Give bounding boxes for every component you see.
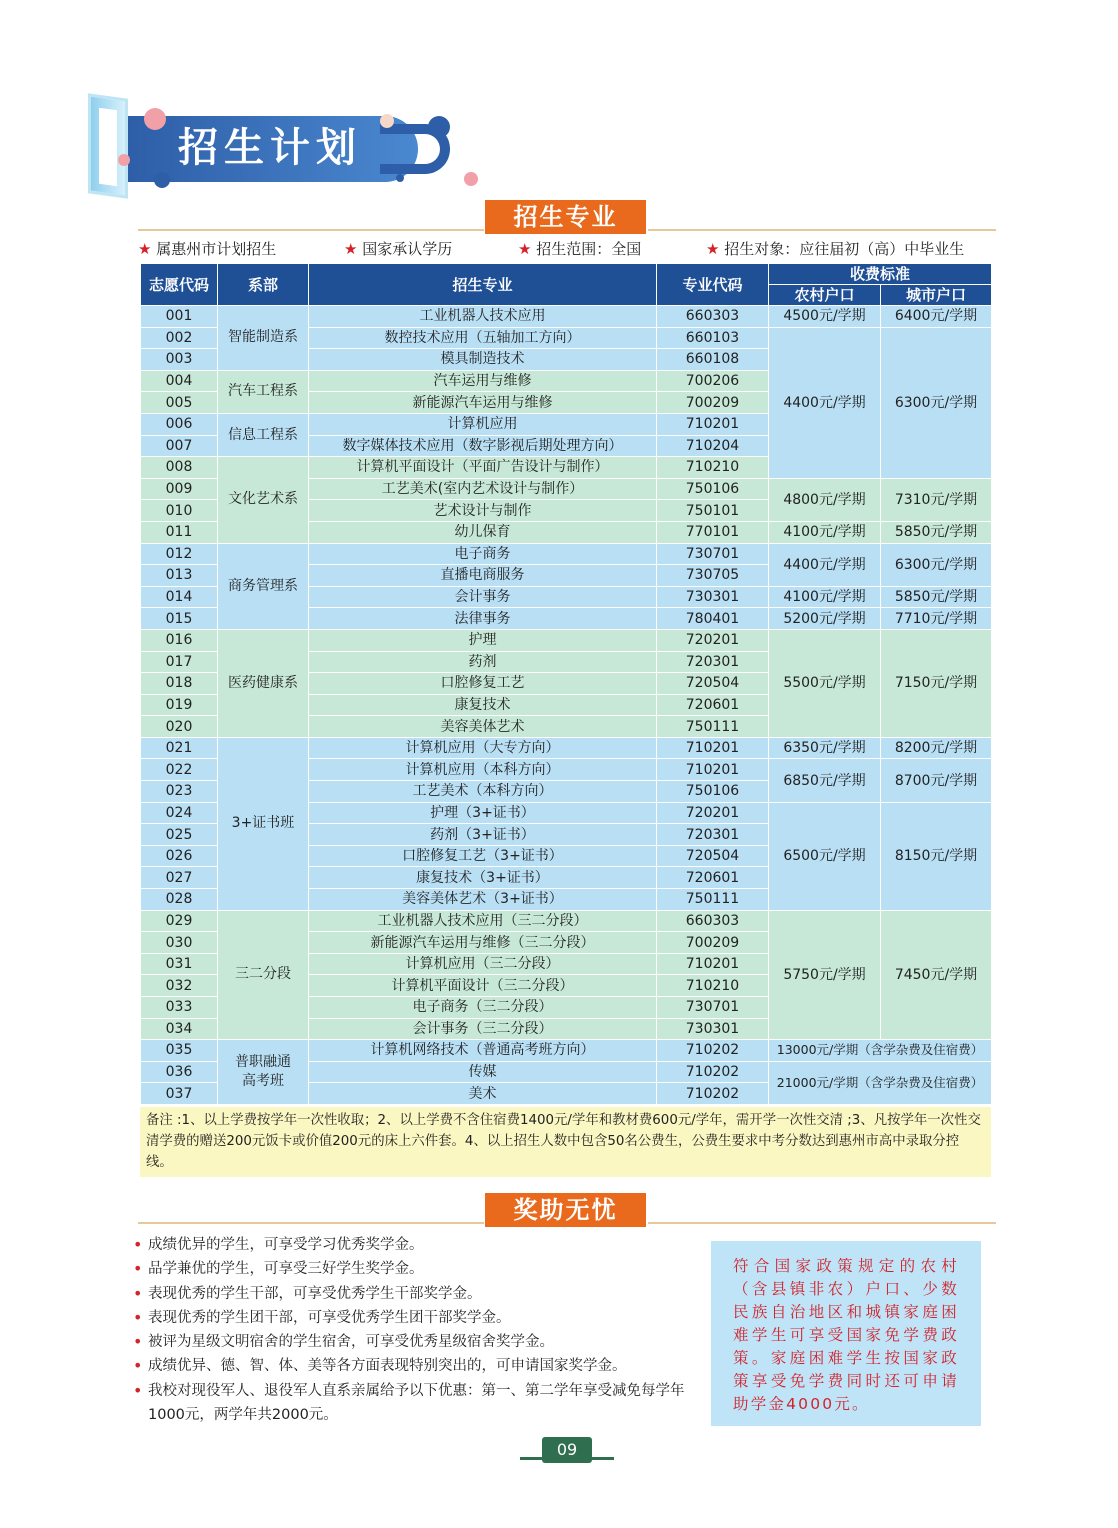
major-name-cell: 模具制造技术 [309,349,657,371]
fee-rural-cell: 5200元/学期 [769,608,881,630]
major-name-cell: 工业机器人技术应用 [309,306,657,328]
table-row [141,910,992,932]
major-code-cell: 710210 [657,975,769,997]
list-item: • 表现优秀的学生团干部，可享受优秀学生团干部奖学金。 [133,1306,693,1330]
section-divider [648,229,996,231]
major-code-cell: 710201 [657,759,769,781]
major-name-cell: 工艺美术(室内艺术设计与制作） [309,478,657,500]
major-code-cell: 730705 [657,565,769,587]
section-divider [138,1222,484,1224]
table-row [141,737,992,759]
fee-urban-cell: 8700元/学期 [881,759,992,802]
choice-code-cell: 035 [141,1040,218,1062]
major-name-cell: 传媒 [309,1061,657,1083]
major-code-cell: 730301 [657,1018,769,1040]
section-title-aid: 奖助无忧 [485,1193,646,1227]
major-name-cell: 法律事务 [309,608,657,630]
major-code-cell: 720201 [657,629,769,651]
major-name-cell: 计算机网络技术（普通高考班方向） [309,1040,657,1062]
fee-urban-cell: 7150元/学期 [881,629,992,737]
dept-cell: 普职融通 高考班 [218,1040,309,1105]
header-dept: 系部 [218,264,309,306]
header-fee: 收费标准 [769,264,992,285]
highlight-item: ★ 招生范围：全国 [518,240,642,258]
choice-code-cell: 001 [141,306,218,328]
major-name-cell: 康复技术（3+证书） [309,867,657,889]
major-name-cell: 工业机器人技术应用（三二分段） [309,910,657,932]
table-note: 备注 :1、以上学费按学年一次性收取；2、以上学费不含住宿费1400元/学年和教材费600元/学年，需开学一次性交清 ;3、凡按学年一次性交清学费的赠送200元饭卡或价值200元的床上六件套。4、以上招生人数中包含50名公费生，公费生要求中考分数达到惠州市高中录取分控线。 [140,1107,991,1177]
fee-urban-cell: 8150元/学期 [881,802,992,910]
major-code-cell: 700209 [657,932,769,954]
header-urban: 城市户口 [881,285,992,306]
section-divider [648,1222,996,1224]
header-major: 招生专业 [309,264,657,306]
major-code-cell: 710204 [657,435,769,457]
deco-dot [464,172,478,186]
dept-cell: 汽车工程系 [218,370,309,413]
choice-code-cell: 036 [141,1061,218,1083]
major-code-cell: 660108 [657,349,769,371]
major-code-cell: 720301 [657,651,769,673]
major-code-cell: 660103 [657,327,769,349]
fee-rural-cell: 6350元/学期 [769,737,881,759]
major-code-cell: 770101 [657,521,769,543]
list-item: • 成绩优异、德、智、体、美等各方面表现特别突出的，可申请国家奖学金。 [133,1354,693,1378]
choice-code-cell: 021 [141,737,218,759]
major-name-cell: 计算机应用（本科方向） [309,759,657,781]
section-divider [138,229,484,231]
table-row [141,629,992,651]
major-code-cell: 780401 [657,608,769,630]
choice-code-cell: 027 [141,867,218,889]
major-code-cell: 710202 [657,1040,769,1062]
fee-rural-cell: 4500元/学期 [769,306,881,328]
major-code-cell: 720504 [657,845,769,867]
major-name-cell: 计算机平面设计（三二分段） [309,975,657,997]
enrollment-highlights [138,238,998,260]
major-name-cell: 会计事务（三二分段） [309,1018,657,1040]
fee-urban-cell: 5850元/学期 [881,521,992,543]
list-item: • 成绩优异的学生，可享受学习优秀奖学金。 [133,1233,693,1257]
choice-code-cell: 029 [141,910,218,932]
major-code-cell: 710202 [657,1083,769,1105]
choice-code-cell: 012 [141,543,218,565]
fee-urban-cell: 6300元/学期 [881,327,992,478]
fee-cell: 21000元/学期（含学杂费及住宿费） [769,1061,992,1104]
major-code-cell: 720301 [657,824,769,846]
page-title: 招生计划 [178,125,362,171]
dept-cell: 文化艺术系 [218,457,309,543]
major-code-cell: 710201 [657,737,769,759]
major-name-cell: 计算机平面设计（平面广告设计与制作） [309,457,657,479]
major-name-cell: 药剂 [309,651,657,673]
page-number: 09 [542,1437,592,1463]
choice-code-cell: 033 [141,997,218,1019]
choice-code-cell: 031 [141,953,218,975]
major-code-cell: 660303 [657,306,769,328]
dept-cell: 智能制造系 [218,306,309,371]
table-row [141,1040,992,1062]
fee-urban-cell: 5850元/学期 [881,586,992,608]
fee-rural-cell: 6500元/学期 [769,802,881,910]
major-code-cell: 720601 [657,694,769,716]
major-name-cell: 电子商务（三二分段） [309,997,657,1019]
choice-code-cell: 023 [141,781,218,803]
fee-rural-cell: 5750元/学期 [769,910,881,1040]
fee-urban-cell: 6300元/学期 [881,543,992,586]
fee-rural-cell: 4100元/学期 [769,586,881,608]
highlight-item: ★ 招生对象：应往届初（高）中毕业生 [706,240,965,258]
header-code: 志愿代码 [141,264,218,306]
scholarship-list [133,1233,693,1427]
major-code-cell: 750111 [657,889,769,911]
fee-urban-cell: 7710元/学期 [881,608,992,630]
fee-urban-cell: 8200元/学期 [881,737,992,759]
major-name-cell: 药剂（3+证书） [309,824,657,846]
dept-cell: 商务管理系 [218,543,309,629]
dept-cell: 三二分段 [218,910,309,1040]
major-name-cell: 美术 [309,1083,657,1105]
major-name-cell: 计算机应用（三二分段） [309,953,657,975]
list-item: • 我校对现役军人、退役军人直系亲属给予以下优惠：第一、第二学年享受减免每学年1000元，两学年共2000元。 [133,1379,693,1428]
major-code-cell: 730701 [657,997,769,1019]
deco-dot [380,114,394,128]
choice-code-cell: 014 [141,586,218,608]
page-banner [88,94,488,204]
major-name-cell: 电子商务 [309,543,657,565]
choice-code-cell: 008 [141,457,218,479]
choice-code-cell: 002 [141,327,218,349]
major-name-cell: 口腔修复工艺 [309,673,657,695]
choice-code-cell: 003 [141,349,218,371]
major-name-cell: 工艺美术（本科方向） [309,781,657,803]
choice-code-cell: 013 [141,565,218,587]
list-item: • 被评为星级文明宿舍的学生宿舍，可享受优秀星级宿舍奖学金。 [133,1330,693,1354]
major-code-cell: 700206 [657,370,769,392]
choice-code-cell: 030 [141,932,218,954]
choice-code-cell: 017 [141,651,218,673]
choice-code-cell: 009 [141,478,218,500]
major-code-cell: 730301 [657,586,769,608]
choice-code-cell: 037 [141,1083,218,1105]
list-item: • 品学兼优的学生，可享受三好学生奖学金。 [133,1257,693,1281]
choice-code-cell: 022 [141,759,218,781]
choice-code-cell: 010 [141,500,218,522]
section-title-majors: 招生专业 [485,200,646,234]
choice-code-cell: 018 [141,673,218,695]
major-code-cell: 710210 [657,457,769,479]
fee-urban-cell: 7310元/学期 [881,478,992,521]
major-name-cell: 新能源汽车运用与维修 [309,392,657,414]
major-code-cell: 710202 [657,1061,769,1083]
major-name-cell: 数字媒体技术应用（数字影视后期处理方向） [309,435,657,457]
enrollment-table-body [141,306,992,1105]
tuition-policy-box: 符合国家政策规定的农村（含县镇非农）户口、少数民族自治地区和城镇家庭困难学生可享受国家免学费政策。家庭困难学生按国家政策享受免学费同时还可申请助学金4000元。 [711,1241,981,1426]
choice-code-cell: 026 [141,845,218,867]
enrollment-table [140,263,992,1105]
deco-dot [396,174,404,182]
fee-cell: 13000元/学期（含学杂费及住宿费） [769,1040,992,1062]
major-name-cell: 新能源汽车运用与维修（三二分段） [309,932,657,954]
fee-urban-cell: 7450元/学期 [881,910,992,1040]
header-major-code: 专业代码 [657,264,769,306]
choice-code-cell: 020 [141,716,218,738]
fee-urban-cell: 6400元/学期 [881,306,992,328]
major-name-cell: 口腔修复工艺（3+证书） [309,845,657,867]
choice-code-cell: 024 [141,802,218,824]
door-graphic [88,93,128,199]
major-code-cell: 720201 [657,802,769,824]
choice-code-cell: 005 [141,392,218,414]
major-name-cell: 幼儿保育 [309,521,657,543]
highlight-item: ★ 属惠州市计划招生 [138,240,277,258]
choice-code-cell: 028 [141,889,218,911]
dept-cell: 医药健康系 [218,629,309,737]
choice-code-cell: 016 [141,629,218,651]
choice-code-cell: 004 [141,370,218,392]
major-code-cell: 750106 [657,478,769,500]
major-code-cell: 750111 [657,716,769,738]
major-code-cell: 730701 [657,543,769,565]
table-row [141,306,992,328]
major-name-cell: 数控技术应用（五轴加工方向） [309,327,657,349]
deco-dot [428,116,450,138]
fee-rural-cell: 4800元/学期 [769,478,881,521]
major-name-cell: 护理（3+证书） [309,802,657,824]
choice-code-cell: 006 [141,413,218,435]
fee-rural-cell: 4100元/学期 [769,521,881,543]
fee-rural-cell: 4400元/学期 [769,543,881,586]
major-name-cell: 汽车运用与维修 [309,370,657,392]
choice-code-cell: 019 [141,694,218,716]
highlight-item: ★ 国家承认学历 [344,240,453,258]
major-name-cell: 艺术设计与制作 [309,500,657,522]
dept-cell: 3+证书班 [218,737,309,910]
major-code-cell: 750106 [657,781,769,803]
header-rural: 农村户口 [769,285,881,306]
choice-code-cell: 011 [141,521,218,543]
major-name-cell: 会计事务 [309,586,657,608]
choice-code-cell: 034 [141,1018,218,1040]
choice-code-cell: 025 [141,824,218,846]
deco-dot [118,154,130,166]
deco-dot [144,108,166,130]
major-name-cell: 计算机应用 [309,413,657,435]
major-code-cell: 700209 [657,392,769,414]
major-name-cell: 护理 [309,629,657,651]
major-code-cell: 750101 [657,500,769,522]
major-name-cell: 美容美体艺术（3+证书） [309,889,657,911]
major-code-cell: 710201 [657,953,769,975]
major-code-cell: 720504 [657,673,769,695]
fee-rural-cell: 4400元/学期 [769,327,881,478]
deco-dot [154,172,170,188]
choice-code-cell: 015 [141,608,218,630]
fee-rural-cell: 5500元/学期 [769,629,881,737]
choice-code-cell: 032 [141,975,218,997]
choice-code-cell: 007 [141,435,218,457]
major-name-cell: 康复技术 [309,694,657,716]
major-code-cell: 720601 [657,867,769,889]
major-code-cell: 710201 [657,413,769,435]
dept-cell: 信息工程系 [218,413,309,456]
fee-rural-cell: 6850元/学期 [769,759,881,802]
table-row [141,543,992,565]
major-name-cell: 美容美体艺术 [309,716,657,738]
major-name-cell: 计算机应用（大专方向） [309,737,657,759]
major-code-cell: 660303 [657,910,769,932]
list-item: • 表现优秀的学生干部，可享受优秀学生干部奖学金。 [133,1282,693,1306]
major-name-cell: 直播电商服务 [309,565,657,587]
